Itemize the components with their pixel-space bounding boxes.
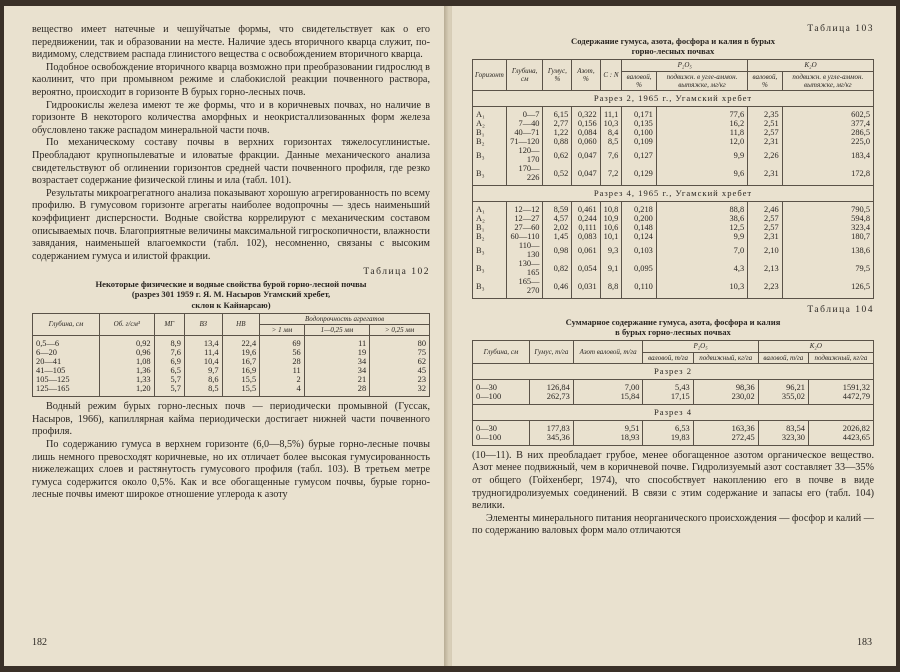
table-cell: 0,054 xyxy=(572,259,600,277)
table-cell: 262,73 xyxy=(530,392,574,405)
table-cell: 10,3 xyxy=(656,277,747,299)
table-cell: 8,4 xyxy=(600,128,622,137)
table-cell: 0,62 xyxy=(543,146,572,164)
right-paragraph-2: Элементы минерального питания неорганического происхождения — фосфор и калий — по содержанию валовых форм мало отличаются xyxy=(472,512,874,537)
table-cell: 9,9 xyxy=(656,146,747,164)
table-cell: 130—165 xyxy=(506,259,543,277)
col-header: НВ xyxy=(222,313,260,335)
table-cell: 7,6 xyxy=(154,348,184,357)
table-cell: 10,1 xyxy=(600,232,622,241)
table-cell: 7,00 xyxy=(573,379,643,392)
table-cell: 323,4 xyxy=(782,223,873,232)
table-cell: 0,218 xyxy=(622,202,657,215)
col-header: Глубина, см xyxy=(33,313,100,335)
table-row xyxy=(33,348,430,357)
table-cell: 11 xyxy=(304,336,369,349)
table-cell: 0,82 xyxy=(543,259,572,277)
left-paragraph-6: Водный режим бурых горно-лесных почв — периодически промывной (Гуссак, Насыров, 1966), капиллярная кайма периодически достигает нижней части почвенного профиля. xyxy=(32,401,430,438)
table-cell: 12,5 xyxy=(656,223,747,232)
table-cell: 10,6 xyxy=(600,223,622,232)
left-paragraph-7: По содержанию гумуса в верхнем горизонте (6,0—8,5%) бурые горно-лесные почвы лишь немного превосходят коричневые, но их отличает более высокая гумусированность нижележащих слоев и растянутость гумусового профиля (табл. 103). В третьем метре гумуса содержится около 0,5%. Как и все обогащенные гумусом почвы, бурые горно-лесные почвы имеют широкое отношение углерода к азоту xyxy=(32,439,430,501)
table-cell: 0,96 xyxy=(100,348,155,357)
table-cell: 0,461 xyxy=(572,202,600,215)
table-cell: 1,08 xyxy=(100,357,155,366)
left-page xyxy=(4,6,448,666)
col-header: подвижный, кг/га xyxy=(808,352,873,363)
table-cell: 20—41 xyxy=(33,357,100,366)
table-cell: 75 xyxy=(370,348,430,357)
col-group-header: P₂O₅ xyxy=(643,341,758,352)
table-cell: 0,100 xyxy=(622,128,657,137)
table-cell: 2 xyxy=(260,375,305,384)
table-cell: 2,46 xyxy=(748,202,783,215)
table-cell: 0,095 xyxy=(622,259,657,277)
table-cell: B₃ xyxy=(473,241,507,259)
table-cell: 60—110 xyxy=(506,232,543,241)
table-cell: 177,83 xyxy=(530,420,574,433)
col-header: валовой, % xyxy=(748,71,783,90)
page-number-left: 182 xyxy=(32,637,47,648)
table-cell: 17,15 xyxy=(643,392,693,405)
table-cell: B₃ xyxy=(473,259,507,277)
table-cell: 4,3 xyxy=(656,259,747,277)
table-cell: 12,0 xyxy=(656,137,747,146)
table-cell: 2,57 xyxy=(748,214,783,223)
col-header: Гумус, т/га xyxy=(530,341,574,363)
table-row xyxy=(473,119,874,128)
table-cell: B₁ xyxy=(473,223,507,232)
section-heading: Разрез 4, 1965 г., Угамский хребет xyxy=(473,186,874,202)
table-cell: 2,57 xyxy=(748,128,783,137)
col-header: 1—0,25 мм xyxy=(304,325,369,336)
table-cell: 0,031 xyxy=(572,277,600,299)
table-cell: 10,3 xyxy=(600,119,622,128)
table-cell: 163,36 xyxy=(693,420,758,433)
table-cell: 6,53 xyxy=(643,420,693,433)
table-cell: 138,6 xyxy=(782,241,873,259)
table-cell: 345,36 xyxy=(530,433,574,446)
col-header: Азот, % xyxy=(572,60,600,91)
table-cell: 9,6 xyxy=(656,164,747,186)
table-cell: 0—100 xyxy=(473,392,530,405)
table-cell: 9,1 xyxy=(600,259,622,277)
table-row xyxy=(473,277,874,299)
col-header: валовой, т/га xyxy=(758,352,808,363)
table-cell: 8,8 xyxy=(600,277,622,299)
table-102-body xyxy=(33,336,430,397)
table-cell: 77,6 xyxy=(656,107,747,120)
table-cell: 45 xyxy=(370,366,430,375)
table-cell: 2,23 xyxy=(748,277,783,299)
table-row xyxy=(33,384,430,397)
table-cell: 125—165 xyxy=(33,384,100,397)
section-row xyxy=(473,186,874,202)
table-cell: 2,10 xyxy=(748,241,783,259)
table-cell: B₃ xyxy=(473,164,507,186)
table-cell: 10,9 xyxy=(600,214,622,223)
col-header: подвижн. в угле-аммон. вытяжке, мг/кг xyxy=(782,71,873,90)
table-cell: 1591,32 xyxy=(808,379,873,392)
table-cell: 0,060 xyxy=(572,137,600,146)
table-cell: 8,6 xyxy=(184,375,222,384)
table-104-body xyxy=(473,363,874,445)
table-cell: 0,200 xyxy=(622,214,657,223)
table-cell: 272,45 xyxy=(693,433,758,446)
left-paragraph-5: Результаты микроагрегатного анализа показывают хорошую агрегированность по всему профилю. В гумусовом горизонте агрегаты наиболее водопрочны — здесь наименьший коэффициент дисперсности. Водные свойства коррелируют с механическим составом описываемых почв. Благоприятные величины максимальной гигроскопичности, влажности завядания, наименьшей влагоемкости (табл. 102), несомненно, связаны с высоким содержанием гумуса и илистой фракции. xyxy=(32,187,430,262)
table-cell: 126,84 xyxy=(530,379,574,392)
col-header: МГ xyxy=(154,313,184,335)
table-cell: 0,322 xyxy=(572,107,600,120)
table-cell: 0,047 xyxy=(572,164,600,186)
table-cell: 9,9 xyxy=(656,232,747,241)
table-cell: 1,33 xyxy=(100,375,155,384)
col-header: Об. г/см³ xyxy=(100,313,155,335)
table-cell: 56 xyxy=(260,348,305,357)
table-row xyxy=(473,146,874,164)
table-cell: 83,54 xyxy=(758,420,808,433)
table-cell: 183,4 xyxy=(782,146,873,164)
section-heading: Разрез 4 xyxy=(473,404,874,420)
table-cell: 23 xyxy=(370,375,430,384)
table-cell: 32 xyxy=(370,384,430,397)
table-cell: 28 xyxy=(260,357,305,366)
table-row xyxy=(473,379,874,392)
table-cell: 7—40 xyxy=(506,119,543,128)
table-row xyxy=(473,241,874,259)
table-cell: 12—27 xyxy=(506,214,543,223)
col-header: Горизонт xyxy=(473,60,507,91)
table-cell: 11 xyxy=(260,366,305,375)
table-cell: B₃ xyxy=(473,146,507,164)
right-paragraph-1: (10—11). В них преобладает грубое, менее обогащенное азотом органическое вещество. Азот менее подвижный, чем в коричневой почве. Гидролизуемый азот составляет 33—35% от общего (Гойхенберг, 1974), что способствует накоплению его в почве в виде трудногидролизуемых соединений. В связи с этим содержание и запасы его (табл. 104) велики. xyxy=(472,449,874,512)
table-cell: 0,52 xyxy=(543,164,572,186)
table-row xyxy=(473,137,874,146)
table-cell: 62 xyxy=(370,357,430,366)
table-cell: 0,127 xyxy=(622,146,657,164)
table-102-caption-line: (разрез 301 1959 г. Я. М. Насыров Угамский хребет, xyxy=(131,289,331,300)
table-cell: 15,5 xyxy=(222,375,260,384)
table-row xyxy=(473,420,874,433)
table-cell: 0,171 xyxy=(622,107,657,120)
table-cell: 11,1 xyxy=(600,107,622,120)
col-group-header: P₂O₅ xyxy=(622,60,748,71)
table-row xyxy=(473,223,874,232)
table-cell: 225,0 xyxy=(782,137,873,146)
table-103-number: Таблица 103 xyxy=(807,24,874,34)
table-cell: 19 xyxy=(304,348,369,357)
table-cell: 4 xyxy=(260,384,305,397)
table-cell: B₂ xyxy=(473,232,507,241)
table-cell: 126,5 xyxy=(782,277,873,299)
table-cell: 69 xyxy=(260,336,305,349)
table-cell: 172,8 xyxy=(782,164,873,186)
table-cell: 355,02 xyxy=(758,392,808,405)
table-cell: 79,5 xyxy=(782,259,873,277)
col-header: Глубина, см xyxy=(506,60,543,91)
table-cell: A₂ xyxy=(473,119,507,128)
table-cell: 0—7 xyxy=(506,107,543,120)
col-header: подвижн. в угле-аммон. вытяжке, мг/кг xyxy=(656,71,747,90)
table-103-caption-line: Содержание гумуса, азота, фосфора и калия в бурых xyxy=(571,36,775,46)
table-cell: 0,084 xyxy=(572,128,600,137)
table-cell: 9,3 xyxy=(600,241,622,259)
table-cell: 1,45 xyxy=(543,232,572,241)
table-cell: 88,8 xyxy=(656,202,747,215)
table-cell: B₁ xyxy=(473,128,507,137)
table-cell: 0,88 xyxy=(543,137,572,146)
table-cell: 2,77 xyxy=(543,119,572,128)
table-cell: 22,4 xyxy=(222,336,260,349)
col-header: ВЗ xyxy=(184,313,222,335)
table-cell: 170—226 xyxy=(506,164,543,186)
table-102 xyxy=(32,313,430,397)
table-row xyxy=(473,128,874,137)
table-cell: 790,5 xyxy=(782,202,873,215)
table-cell: 38,6 xyxy=(656,214,747,223)
table-cell: 0,061 xyxy=(572,241,600,259)
table-cell: A₁ xyxy=(473,202,507,215)
table-cell: 27—60 xyxy=(506,223,543,232)
table-cell: 2,35 xyxy=(748,107,783,120)
table-cell: 0,46 xyxy=(543,277,572,299)
table-cell: 2,02 xyxy=(543,223,572,232)
table-cell: 80 xyxy=(370,336,430,349)
section-row xyxy=(473,404,874,420)
col-header: подвижный, кг/га xyxy=(693,352,758,363)
table-103-caption-line: горно-лесных почвах xyxy=(631,46,715,57)
table-cell: 21 xyxy=(304,375,369,384)
table-103 xyxy=(472,59,874,299)
page-number-right: 183 xyxy=(857,637,872,648)
table-cell: 34 xyxy=(304,366,369,375)
table-cell: 105—125 xyxy=(33,375,100,384)
col-group-header: K₂O xyxy=(748,60,874,71)
table-cell: 8,5 xyxy=(184,384,222,397)
table-cell: 7,6 xyxy=(600,146,622,164)
table-cell: 230,02 xyxy=(693,392,758,405)
col-header: Глубина, см xyxy=(473,341,530,363)
table-cell: 6,5 xyxy=(154,366,184,375)
table-cell: 71—120 xyxy=(506,137,543,146)
table-row xyxy=(33,357,430,366)
table-cell: 2,31 xyxy=(748,137,783,146)
table-cell: 8,9 xyxy=(154,336,184,349)
table-row xyxy=(33,336,430,349)
table-103-caption xyxy=(472,36,874,56)
table-cell: 4472,79 xyxy=(808,392,873,405)
table-cell: 9,51 xyxy=(573,420,643,433)
table-cell: 16,9 xyxy=(222,366,260,375)
table-row xyxy=(33,366,430,375)
table-102-caption xyxy=(32,279,430,310)
table-cell: 9,7 xyxy=(184,366,222,375)
table-cell: 180,7 xyxy=(782,232,873,241)
table-cell: 1,20 xyxy=(100,384,155,397)
table-cell: 323,30 xyxy=(758,433,808,446)
col-header: > 0,25 мм xyxy=(370,325,430,336)
table-cell: 602,5 xyxy=(782,107,873,120)
table-cell: 2,13 xyxy=(748,259,783,277)
col-header: Азот валовой, т/га xyxy=(573,341,643,363)
table-cell: 98,36 xyxy=(693,379,758,392)
table-row xyxy=(473,214,874,223)
table-cell: 110—130 xyxy=(506,241,543,259)
table-102-number: Таблица 102 xyxy=(363,267,430,278)
left-paragraph-1: вещество имеет натечные и чешуйчатые формы, что свидетельствует как о его передвижении, так и образовании на месте. Наличие здесь вторичного кварца служит, по-видимому, следствием распада глинистого вещества с освобождением вторичного кварца. xyxy=(32,24,430,61)
table-row xyxy=(473,232,874,241)
table-cell: 28 xyxy=(304,384,369,397)
table-cell: 377,4 xyxy=(782,119,873,128)
col-header: C : N xyxy=(600,60,622,91)
table-cell: B₂ xyxy=(473,137,507,146)
table-cell: 0,148 xyxy=(622,223,657,232)
table-cell: 15,84 xyxy=(573,392,643,405)
table-cell: 0,124 xyxy=(622,232,657,241)
table-cell: 286,5 xyxy=(782,128,873,137)
table-104-caption-line: Суммарное содержание гумуса, азота, фосфора и калия xyxy=(565,317,781,328)
table-102-caption-line: склон к Кайнарсаю) xyxy=(191,299,271,310)
table-cell: 0,103 xyxy=(622,241,657,259)
col-header: валовой, % xyxy=(622,71,657,90)
table-cell: 120—170 xyxy=(506,146,543,164)
table-cell: 0,98 xyxy=(543,241,572,259)
table-cell: 0,244 xyxy=(572,214,600,223)
table-102-caption-line: Некоторые физические и водные свойства бурой горно-лесной почвы xyxy=(95,279,367,290)
table-cell: 8,59 xyxy=(543,202,572,215)
table-cell: 34 xyxy=(304,357,369,366)
table-cell: 0,109 xyxy=(622,137,657,146)
table-cell: 7,0 xyxy=(656,241,747,259)
table-104 xyxy=(472,340,874,445)
table-cell: 0,135 xyxy=(622,119,657,128)
table-cell: 1,36 xyxy=(100,366,155,375)
table-cell: 10,4 xyxy=(184,357,222,366)
table-cell: 2026,82 xyxy=(808,420,873,433)
table-cell: 2,26 xyxy=(748,146,783,164)
col-header: Гумус, % xyxy=(543,60,572,91)
table-cell: 40—71 xyxy=(506,128,543,137)
table-cell: 96,21 xyxy=(758,379,808,392)
section-heading: Разрез 2, 1965 г., Угамский хребет xyxy=(473,91,874,107)
table-cell: 13,4 xyxy=(184,336,222,349)
table-cell: 165—270 xyxy=(506,277,543,299)
table-cell: A₁ xyxy=(473,107,507,120)
table-cell: 0,110 xyxy=(622,277,657,299)
table-cell: B₃ xyxy=(473,277,507,299)
table-cell: 11,8 xyxy=(656,128,747,137)
table-cell: 6—20 xyxy=(33,348,100,357)
table-cell: 19,6 xyxy=(222,348,260,357)
table-cell: 8,5 xyxy=(600,137,622,146)
table-cell: 0,92 xyxy=(100,336,155,349)
col-header: валовой, т/га xyxy=(643,352,693,363)
table-cell: 0—100 xyxy=(473,433,530,446)
table-cell: 5,43 xyxy=(643,379,693,392)
table-row xyxy=(473,202,874,215)
table-cell: 11,4 xyxy=(184,348,222,357)
table-cell: 0,129 xyxy=(622,164,657,186)
table-row xyxy=(33,375,430,384)
table-cell: 2,51 xyxy=(748,119,783,128)
table-cell: 4423,65 xyxy=(808,433,873,446)
table-cell: 12—12 xyxy=(506,202,543,215)
table-cell: 0,111 xyxy=(572,223,600,232)
table-cell: 0,156 xyxy=(572,119,600,128)
col-header: > 1 мм xyxy=(260,325,305,336)
table-row xyxy=(473,433,874,446)
table-row xyxy=(473,107,874,120)
table-cell: 16,2 xyxy=(656,119,747,128)
col-group-header: K₂O xyxy=(758,341,873,352)
table-cell: 0,083 xyxy=(572,232,600,241)
table-cell: 18,93 xyxy=(573,433,643,446)
section-heading: Разрез 2 xyxy=(473,363,874,379)
table-cell: 594,8 xyxy=(782,214,873,223)
table-row xyxy=(473,164,874,186)
table-cell: 7,2 xyxy=(600,164,622,186)
table-cell: 2,31 xyxy=(748,232,783,241)
left-paragraph-4: По механическому составу почвы в верхних горизонтах тяжелосуглинистые. Преобладают крупнопылеватые и иловатые фракции. Данные механического анализа свидетельствуют об оглинении горизонтов средней части почвенного профиля, где резко возрастает содержание физической глины и ила (табл. 101). xyxy=(32,137,430,187)
col-group-header: Водопрочность агрегатов xyxy=(260,313,430,324)
section-row xyxy=(473,91,874,107)
table-cell: 10,8 xyxy=(600,202,622,215)
table-cell: 0—30 xyxy=(473,379,530,392)
right-page xyxy=(452,6,896,666)
table-cell: 2,31 xyxy=(748,164,783,186)
table-row xyxy=(473,392,874,405)
table-104-number: Таблица 104 xyxy=(807,305,874,316)
table-103-body xyxy=(473,91,874,299)
table-row xyxy=(473,259,874,277)
table-cell: 1,22 xyxy=(543,128,572,137)
table-cell: 0,047 xyxy=(572,146,600,164)
table-cell: 6,9 xyxy=(154,357,184,366)
table-cell: 0—30 xyxy=(473,420,530,433)
table-cell: 0,5—6 xyxy=(33,336,100,349)
table-cell: 15,5 xyxy=(222,384,260,397)
table-cell: 16,7 xyxy=(222,357,260,366)
table-cell: 2,57 xyxy=(748,223,783,232)
left-paragraph-3: Гидроокислы железа имеют те же формы, что и в коричневых почвах, но наличие в горизонте B некоторого количества аморфных и неокристаллизованных форм железа обусловлено также распадом минеральной части почв. xyxy=(32,99,430,136)
table-104-caption-line: в бурых горно-лесных почвах xyxy=(615,327,731,338)
table-cell: 6,15 xyxy=(543,107,572,120)
table-cell: 19,83 xyxy=(643,433,693,446)
table-cell: A₂ xyxy=(473,214,507,223)
table-cell: 4,57 xyxy=(543,214,572,223)
section-row xyxy=(473,363,874,379)
table-cell: 5,7 xyxy=(154,375,184,384)
table-104-caption xyxy=(472,317,874,337)
left-paragraph-2: Подобное освобождение вторичного кварца возможно при преобразовании гидрослюд в каолинит, что при промывном режиме и слабокислой реакции почвенного раствора, вероятно, происходит в горизонте B бурых горно-лесных почв. xyxy=(32,61,430,98)
table-cell: 5,7 xyxy=(154,384,184,397)
table-cell: 41—105 xyxy=(33,366,100,375)
